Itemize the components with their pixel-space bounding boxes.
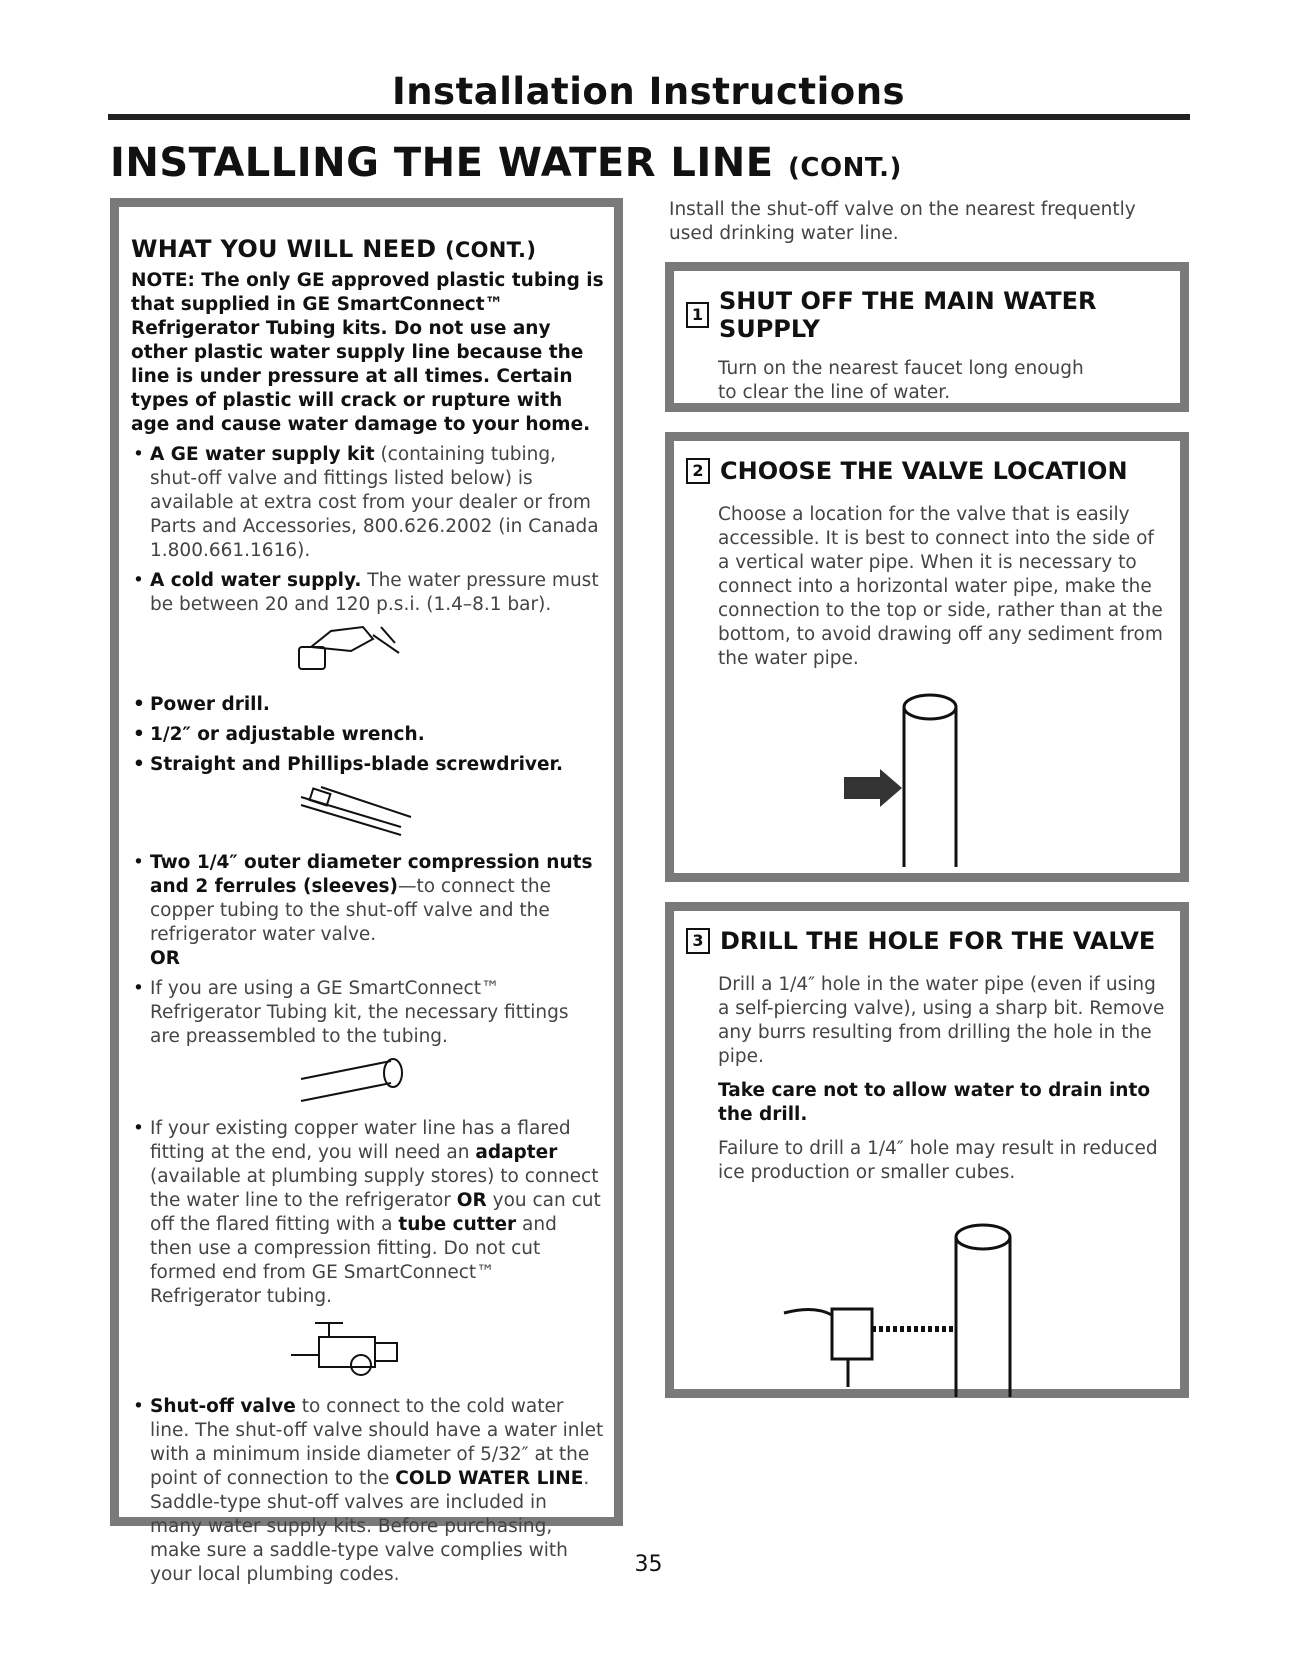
- step-2-box: [665, 432, 1189, 882]
- section-title: [110, 140, 902, 186]
- shutoff-valve-icon: [291, 1315, 431, 1385]
- step-1-title: [686, 287, 1180, 343]
- section-title-text: INSTALLING THE WATER LINE: [110, 140, 774, 186]
- flared-text-1: If your existing copper water line has a flared fitting at the end, you will need an: [150, 1118, 571, 1163]
- heading-suffix: (CONT.): [444, 238, 537, 262]
- step-number: 2: [686, 458, 710, 484]
- list-item-kit: [131, 443, 604, 563]
- tubing-icon: [301, 1053, 421, 1109]
- what-you-need-box: [110, 198, 623, 1585]
- list-item-cold-water: [131, 569, 604, 617]
- kit-bold: A GE water supply kit: [150, 444, 375, 465]
- step-3-title: [686, 927, 1155, 955]
- list-item-wrench: • 1/2″ or adjustable wrench.: [131, 723, 604, 747]
- valve-illustration: [131, 1309, 604, 1389]
- drill-illustration: [131, 617, 604, 687]
- list-item-screwdriver: • Straight and Phillips-blade screwdriver.: [131, 753, 604, 777]
- step-title-text: SHUT OFF THE MAIN WATER SUPPLY: [718, 287, 1097, 343]
- intro-text: Install the shut-off valve on the nearest frequently used drinking water line.: [669, 199, 1136, 244]
- screwdriver-illustration: [131, 777, 604, 845]
- kit-text: (containing tubing, shut-off valve and fittings listed below) is available at extra cost from your dealer or from Parts and Accessories, 800.626.2002 (in Canada 1.800.661.1616).: [150, 444, 599, 561]
- page-title: Installation Instructions: [391, 70, 906, 113]
- flared-or: OR: [456, 1190, 487, 1211]
- step-3-box: [665, 902, 1189, 1398]
- flared-cutter: tube cutter: [398, 1214, 517, 1235]
- nuts-text: —to connect the copper tubing to the shut-off valve and the refrigerator water valve.: [150, 876, 551, 945]
- step-1-body: Turn on the nearest faucet long enough to clear the line of water.: [718, 358, 1084, 403]
- step-3-note: Failure to drill a 1/4″ hole may result in reduced ice production or smaller cubes.: [718, 1138, 1158, 1183]
- step-number: 3: [686, 928, 710, 954]
- nuts-bold: Two 1/4″ outer diameter compression nuts and 2 ferrules (sleeves): [150, 852, 593, 897]
- valve-bold: Shut-off valve: [150, 1396, 296, 1417]
- list-item-flared-fitting: [131, 1117, 604, 1309]
- cold-text: The water pressure must be between 20 and 120 p.s.i. (1.4–8.1 bar).: [150, 570, 599, 615]
- flared-text-4: and then use a compression fitting. Do not cut formed end from GE SmartConnect™ Refrigerator tubing.: [150, 1214, 557, 1307]
- page-number: 35: [634, 1552, 663, 1577]
- valve-cold: COLD WATER LINE: [395, 1468, 584, 1489]
- step-3-body: [718, 973, 1168, 1185]
- drill-pipe-illustration: [784, 1217, 1044, 1417]
- step-3-warning: Take care not to allow water to drain into the drill.: [718, 1080, 1151, 1125]
- section-title-suffix: (CONT.): [788, 153, 902, 183]
- valve-text-2: . Saddle-type shut-off valves are included in many water supply kits. Before purchasing, make sure a saddle-type valve complies with your local plumbing codes.: [150, 1468, 590, 1585]
- step-3-text: Drill a 1/4″ hole in the water pipe (even if using a self-piercing valve), using a sharp bit. Remove any burrs resulting from drilling the hole in the pipe.: [718, 974, 1165, 1067]
- what-you-need-heading: [131, 235, 604, 263]
- flared-text-3: you can cut off the flared fitting with a: [150, 1190, 601, 1235]
- step-2-body: Choose a location for the valve that is easily accessible. It is best to connect into the side of a vertical water pipe. When it is necessary to connect into a horizontal water pipe, make the connection to the top or side, rather than at the bottom, to avoid drawing off any sediment from the water pipe.: [718, 504, 1163, 669]
- tubing-illustration: [131, 1049, 604, 1111]
- cold-bold: A cold water supply.: [150, 570, 362, 591]
- step-2-title: [686, 457, 1128, 485]
- flared-text-2: (available at plumbing supply stores) to connect the water line to the refrigerator: [150, 1166, 599, 1211]
- tubing-note: NOTE: The only GE approved plastic tubing is that supplied in GE SmartConnect™ Refrigerator Tubing kits. Do not use any other plastic water supply line because the line is under pressure at all times. Certain types of plastic will crack or rupture with age and cause water damage to your home.: [131, 270, 604, 435]
- step-title-text: CHOOSE THE VALVE LOCATION: [720, 457, 1128, 485]
- list-item-smartconnect: • If you are using a GE SmartConnect™ Refrigerator Tubing kit, the necessary fittings are preassembled to the tubing.: [131, 977, 604, 1049]
- or-label: OR: [150, 948, 180, 969]
- vertical-pipe-arrow-illustration: [844, 687, 1004, 867]
- valve-text-1: to connect to the cold water line. The shut-off valve should have a water inlet with a minimum inside diameter of 5/32″ at the point of connection to the: [150, 1396, 604, 1489]
- flared-adapter: adapter: [475, 1142, 558, 1163]
- step-title-text: DRILL THE HOLE FOR THE VALVE: [720, 927, 1156, 955]
- list-item-drill: • Power drill.: [131, 693, 604, 717]
- list-item-compression-nuts: [131, 851, 604, 947]
- step-1-box: [665, 262, 1189, 412]
- step-number: 1: [686, 302, 709, 328]
- heading-text: WHAT YOU WILL NEED: [131, 235, 437, 263]
- drill-icon: [291, 617, 411, 687]
- title-rule: [108, 114, 1190, 120]
- screwdriver-icon: [291, 783, 421, 843]
